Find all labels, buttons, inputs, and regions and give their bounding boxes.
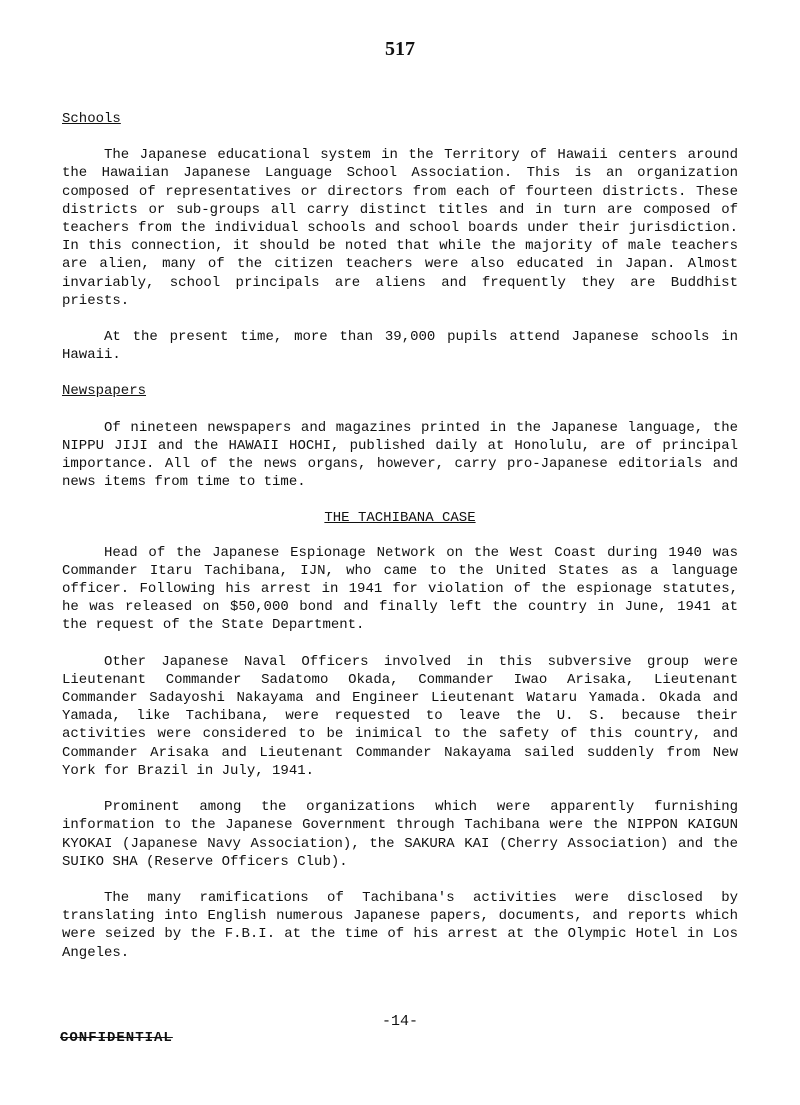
paragraph: The Japanese educational system in the Territory of Hawaii centers around the Hawaiian Japanese Language School Association. This is an organization composed of representatives or directors from each of fourteen districts. These districts or sub-groups all carry distinct titles and in turn are composed of teachers from the individual schools and school boards under their jurisdiction. In this connection, it should be noted that while the majority of male teachers are alien, many of the citizen teachers were also educated in Japan. Almost invariably, school principals are aliens and frequently they are Buddhist priests. (62, 147, 738, 309)
footer-page-label: -14- (381, 1013, 418, 1030)
paragraph: Of nineteen newspapers and magazines printed in the Japanese language, the NIPPU JIJI and the HAWAII HOCHI, published daily at Honolulu, are of principal importance. All of the news organs, however, carry pro-Japanese editorials and news items from time to time. (62, 419, 738, 491)
paragraph: Prominent among the organizations which were apparently furnishing information to the Japanese Government through Tachibana were the NIPPON KAIGUN KYOKAI (Japanese Navy Association), the SAKURA KAI (Cherry Association) and the SUIKO SHA (Reserve Officers Club). (62, 799, 738, 870)
confidential-stamp: CONFIDENTIAL (60, 1030, 173, 1046)
section-heading-newspapers: Newspapers (62, 383, 147, 400)
paragraph: Head of the Japanese Espionage Network on the West Coast during 1940 was Commander Itaru Tachibana, IJN, who came to the United States as a language officer. Following his arrest in 1941 for violation of the espionage statutes, he was released on $50,000 bond and finally left the country in June, 1941 at the request of the State Department. (62, 544, 738, 634)
paragraph: At the present time, more than 39,000 pupils attend Japanese schools in Hawaii. (62, 329, 738, 364)
page-number: 517 (385, 38, 415, 60)
paragraph: Other Japanese Naval Officers involved in this subversive group were Lieutenant Commander Sadatomo Okada, Commander Iwao Arisaka, Lieutenant Commander Sadayoshi Nakayama and Engineer Lieutenant Wataru Yamada. Okada and Yamada, like Tachibana, were requested to leave the U. S. because their activities were considered to be inimical to the safety of this country, and Commander Arisaka and Lieutenant Commander Nakayama sailed suddenly from New York for Brazil in July, 1941. (62, 653, 738, 779)
section-heading-schools: Schools (62, 111, 121, 127)
paragraph: The many ramifications of Tachibana's activities were disclosed by translating into English numerous Japanese papers, documents, and reports which were seized by the F.B.I. at the time of his arrest at the Olympic Hotel in Los Angeles. (62, 889, 738, 961)
section-heading-tachibana: THE TACHIBANA CASE (324, 510, 476, 527)
document-body (62, 110, 738, 980)
